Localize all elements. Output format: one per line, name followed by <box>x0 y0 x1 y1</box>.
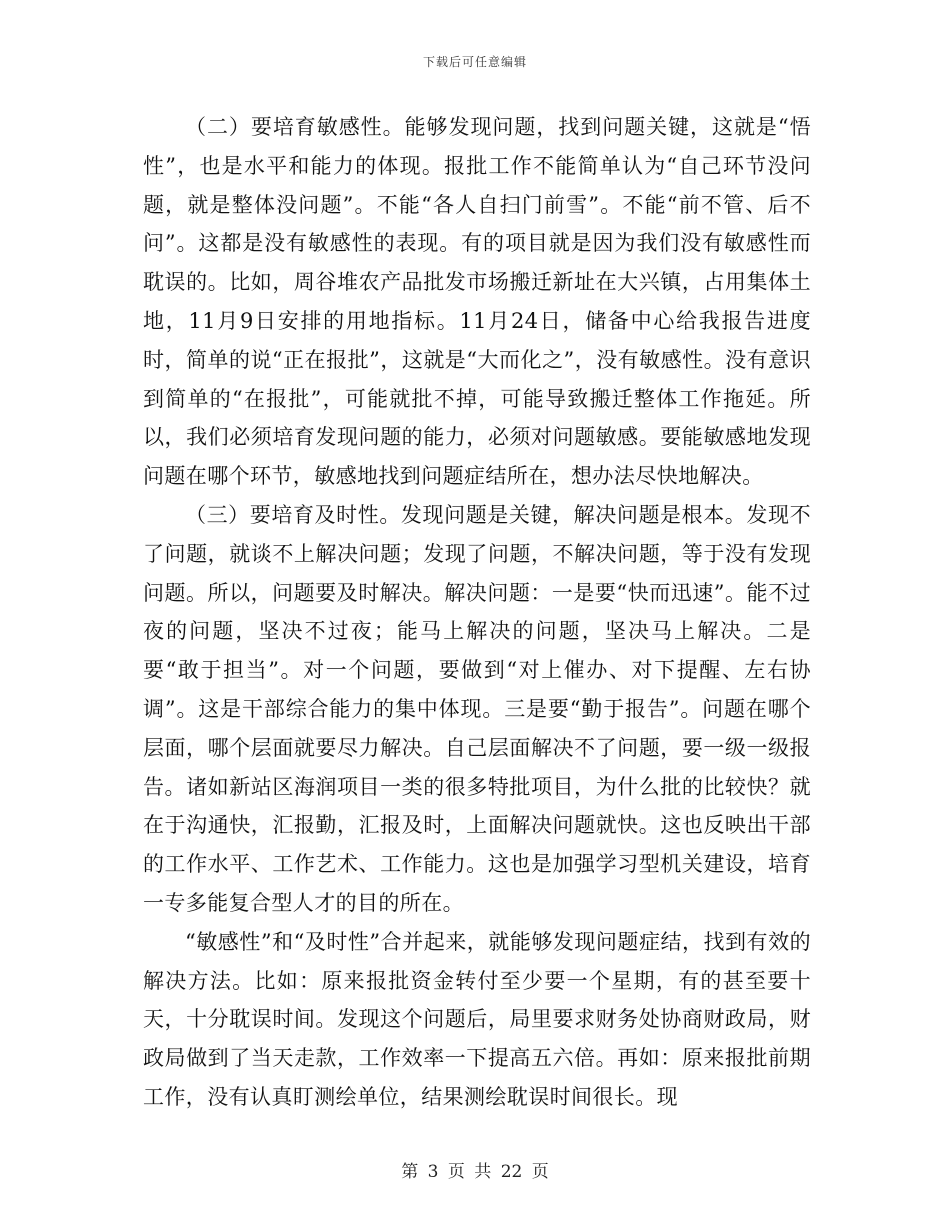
paragraph-combined-example: “敏感性”和“及时性”合并起来，就能够发现问题症结，找到有效的解决方法。比如：原来报批资金转付至少要一个星期，有的甚至要十天，十分耽误时间。发现这个问题后，局里要求财务处协商财政局，财政局做到了当天走款，工作效率一下提高五六倍。再如：原来报批前期工作，没有认真盯测绘单位，结果测绘耽误时间很长。现 <box>143 929 811 1109</box>
paragraph-cultivate-timeliness: （三）要培育及时性。发现问题是关键，解决问题是根本。发现不了问题，就谈不上解决问题；发现了问题，不解决问题，等于没有发现问题。所以，问题要及时解决。解决问题：一是要“快而迅速”。能不过夜的问题，坚决不过夜；能马上解决的问题，坚决马上解决。二是要“敢于担当”。对一个问题，要做到“对上催办、对下提醒、左右协调”。这是干部综合能力的集中体现。三是要“勤于报告”。问题在哪个层面，哪个层面就要尽力解决。自己层面解决不了问题，要一级一级报告。诸如新站区海润项目一类的很多特批项目，为什么批的比较快？就在于沟通快，汇报勤，汇报及时，上面解决问题就快。这也反映出干部的工作水平、工作艺术、工作能力。这也是加强学习型机关建设，培育一专多能复合型人才的目的所在。 <box>143 502 811 915</box>
document-body <box>143 108 811 1117</box>
page-number-footer: 第 3 页 共 22 页 <box>401 1162 549 1182</box>
paragraph-cultivate-sensitivity: （二）要培育敏感性。能够发现问题，找到问题关键，这就是“悟性”，也是水平和能力的体现。报批工作不能简单认为“自己环节没问题，就是整体没问题”。不能“各人自扫门前雪”。不能“前不管、后不问”。这都是没有敏感性的表现。有的项目就是因为我们没有敏感性而耽误的。比如，周谷堆农产品批发市场搬迁新址在大兴镇，占用集体土地，11月9日安排的用地指标。11月24日，储备中心给我报告进度时，简单的说“正在报批”，这就是“大而化之”，没有敏感性。没有意识到简单的“在报批”，可能就批不掉，可能导致搬迁整体工作拖延。所以，我们必须培育发现问题的能力，必须对问题敏感。要能敏感地发现问题在哪个环节，敏感地找到问题症结所在，想办法尽快地解决。 <box>143 115 811 489</box>
page-header: 下载后可任意编辑 <box>422 55 527 69</box>
